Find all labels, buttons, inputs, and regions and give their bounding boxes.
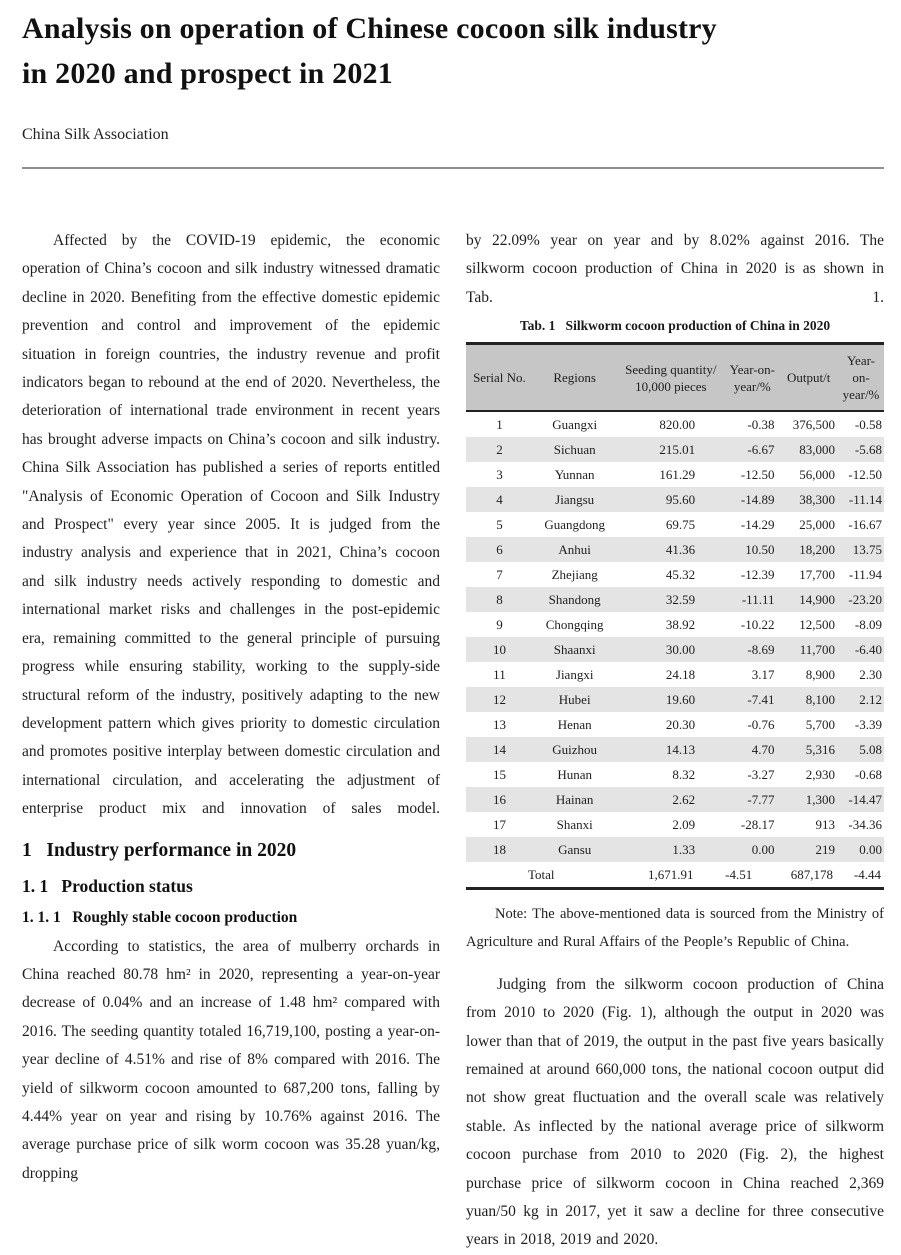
- total-yoy-seeding: -4.51: [725, 867, 753, 883]
- table-row: [466, 462, 884, 487]
- two-column-body: [22, 227, 884, 1255]
- table-cell: 14.13: [665, 742, 696, 758]
- production-paragraph: According to statistics, the area of mulberry orchards in China reached 80.78 hm² in 2020, representing a year-on-year decrease of 0.04% and an increase of 1.48 hm² compared with 2016. The seeding quantity totaled 16,719,100, posting a year-on-year decline of 4.51% and rise of 8% compared with 2016. The yield of silkworm cocoon amounted to 687,200 tons, falling by 4.44% year on year and rising by 10.76% against 2016. The average purchase price of silk worm cocoon was 35.28 yuan/kg, dropping: [22, 937, 440, 1182]
- table-row: [466, 662, 884, 687]
- table-cell: 25,000: [799, 517, 835, 533]
- table-row: [466, 562, 884, 587]
- table-cell: 11,700: [799, 642, 835, 658]
- table-cell: 18,200: [799, 542, 835, 558]
- table-cell: -8.09: [854, 617, 882, 633]
- col-header-yoy-output: Year-on-year/%: [838, 344, 884, 412]
- total-seeding: 1,671.91: [648, 867, 694, 883]
- table-cell: 17,700: [799, 567, 835, 583]
- table-cell: 20.30: [665, 717, 696, 733]
- table-cell: Jiangxi: [555, 667, 594, 683]
- table-row: [466, 712, 884, 737]
- table-cell: -11.11: [741, 592, 775, 608]
- table-cell: -12.50: [740, 467, 775, 483]
- table-row: [466, 837, 884, 862]
- table-cell: 2.09: [672, 817, 696, 833]
- table-cell: Guangdong: [544, 517, 605, 533]
- table-cell: 1: [496, 417, 503, 433]
- table-cell: 83,000: [799, 442, 835, 458]
- table-cell: -7.77: [747, 792, 775, 808]
- table-cell: Shanxi: [556, 817, 593, 833]
- table-cell: 5.08: [859, 742, 882, 758]
- table-cell: 5: [496, 517, 503, 533]
- table-cell: 2.30: [859, 667, 882, 683]
- table-cell: 8,100: [805, 692, 835, 708]
- table-cell: 8.32: [672, 767, 696, 783]
- table-cell: 4: [496, 492, 503, 508]
- production-table: [466, 342, 884, 890]
- table-cell: 2.12: [859, 692, 882, 708]
- table-cell: 161.29: [659, 467, 696, 483]
- table-cell: 12,500: [799, 617, 835, 633]
- intro-paragraph: Affected by the COVID-19 epidemic, the economic operation of China’s cocoon and silk industry witnessed dramatic decline in 2020. Benefiting from the effective domestic epidemic prevention and control and improvement of the epidemic situation in foreign countries, the industry revenue and profit indicators began to rebound at the end of 2020. Nevertheless, the deterioration of international trade environment in recent years has brought adverse impacts on China’s cocoon and silk industry. China Silk Association has published a series of reports entitled "Analysis of Economic Operation of Cocoon and Silk Industry and Prospect" every year since 2005. It is judged from the industry analysis and experience that in 2021, China’s cocoon and silk industry needs actively responding to domestic and international market risks and challenges in the post-epidemic era, remaining committed to the general principle of pursuing progress while ensuring stability, working to the supply-side structural reform of the industry, positively adapting to the new development pattern which gives priority to domestic circulation and promotes positive interplay between domestic circulation and international circulation, and accelerating the adjustment of enterprise product mix and innovation of sales model.: [22, 232, 440, 818]
- table-cell: 3.17: [751, 667, 775, 683]
- table-cell: -14.29: [740, 517, 775, 533]
- table-cell: 4.70: [751, 742, 775, 758]
- table-cell: 69.75: [665, 517, 696, 533]
- table-cell: 913: [815, 817, 835, 833]
- table-cell: 376,500: [792, 417, 835, 433]
- col-header-yoy-seeding: Year-on-year/%: [725, 344, 779, 412]
- table-cell: Shaanxi: [553, 642, 596, 658]
- table-cell: 19.60: [665, 692, 696, 708]
- table-cell: 1.33: [672, 842, 696, 858]
- table-cell: -23.20: [848, 592, 882, 608]
- table-cell: -0.76: [747, 717, 775, 733]
- table-cell: -10.22: [740, 617, 775, 633]
- section-heading-1-1-1: 1. 1. 1 Roughly stable cocoon production: [22, 908, 298, 926]
- table-cell: 6: [496, 542, 503, 558]
- table-cell: Gansu: [558, 842, 592, 858]
- table-cell: -12.39: [740, 567, 775, 583]
- table-cell: 2.62: [672, 792, 696, 808]
- table-row: [466, 762, 884, 787]
- table-row: [466, 737, 884, 762]
- table-cell: -3.39: [854, 717, 882, 733]
- table-cell: 45.32: [665, 567, 696, 583]
- section-heading-1: 1 Industry performance in 2020: [22, 839, 297, 861]
- table-cell: 215.01: [659, 442, 696, 458]
- total-output: 687,178: [790, 867, 833, 883]
- col-header-output: Output/t: [779, 344, 838, 412]
- table-cell: 11: [493, 667, 506, 683]
- table-cell: Hunan: [557, 767, 592, 783]
- table-cell: 14: [492, 742, 506, 758]
- table-cell: -14.47: [848, 792, 882, 808]
- table-cell: -0.68: [854, 767, 882, 783]
- table-cell: -12.50: [848, 467, 882, 483]
- table-header-row: [466, 344, 884, 412]
- table-row: [466, 411, 884, 437]
- table-cell: Shandong: [548, 592, 601, 608]
- table-cell: 14,900: [799, 592, 835, 608]
- table-cell: 12: [492, 692, 506, 708]
- table-cell: 10.50: [745, 542, 775, 558]
- table-row: [466, 787, 884, 812]
- table-row: [466, 487, 884, 512]
- table-cell: 8: [496, 592, 503, 608]
- table-note: Note: The above-mentioned data is sourced from the Ministry of Agriculture and Rural Affairs of the People’s Republic of China.: [466, 906, 884, 951]
- table-cell: 38,300: [799, 492, 835, 508]
- table-cell: 24.18: [665, 667, 696, 683]
- total-row: [466, 862, 884, 889]
- table-row: [466, 637, 884, 662]
- section-heading-1-1: 1. 1 Production status: [22, 875, 193, 896]
- table-cell: 9: [496, 617, 503, 633]
- table-row: [466, 812, 884, 837]
- table-cell: -8.69: [747, 642, 775, 658]
- table-cell: 10: [492, 642, 506, 658]
- table-cell: 1,300: [805, 792, 835, 808]
- header-divider: [22, 167, 884, 169]
- table-cell: Guizhou: [552, 742, 598, 758]
- trend-paragraph: Judging from the silkworm cocoon production of China from 2010 to 2020 (Fig. 1), although the output in 2020 was lower than that of 2019, the output in the past five years basically remained at around 660,000 tons, the national cocoon output did not show great fluctuation and the overall scale was relatively stable. As inflected by the national average price of silkworm cocoon purchase from 2010 to 2020 (Fig. 2), the highest purchase price of silkworm cocoon in China reached 2,369 yuan/50 kg in 2017, yet it saw a decline for three consecutive years in 2018, 2019 and 2020.: [466, 975, 884, 1249]
- table-row: [466, 437, 884, 462]
- table-cell: 2,930: [805, 767, 835, 783]
- table-cell: Jiangsu: [555, 492, 595, 508]
- table-cell: -6.67: [747, 442, 775, 458]
- table-cell: 5,316: [805, 742, 835, 758]
- table-cell: -7.41: [747, 692, 775, 708]
- table-cell: 2: [496, 442, 503, 458]
- table-cell: 30.00: [665, 642, 696, 658]
- table-cell: 32.59: [665, 592, 696, 608]
- table-cell: Zhejiang: [551, 567, 598, 583]
- table-cell: 17: [492, 817, 506, 833]
- table-cell: Anhui: [558, 542, 591, 558]
- page-title-line2: in 2020 and prospect in 2021: [22, 57, 393, 90]
- table-cell: -16.67: [848, 517, 882, 533]
- table-cell: Guangxi: [552, 417, 598, 433]
- table-cell: Hubei: [558, 692, 591, 708]
- table-cell: 95.60: [665, 492, 696, 508]
- table-cell: -6.40: [854, 642, 882, 658]
- table-cell: 3: [496, 467, 503, 483]
- table-cell: Henan: [557, 717, 592, 733]
- table-cell: Hainan: [555, 792, 594, 808]
- table-cell: -34.36: [848, 817, 882, 833]
- table-cell: 7: [496, 567, 503, 583]
- table-row: [466, 512, 884, 537]
- table-cell: 8,900: [805, 667, 835, 683]
- table-cell: 13: [492, 717, 506, 733]
- table-cell: 18: [492, 842, 506, 858]
- col-header-seeding: Seeding quantity/ 10,000 pieces: [616, 344, 725, 412]
- col-header-regions: Regions: [533, 344, 617, 412]
- table-cell: 16: [492, 792, 506, 808]
- table-cell: -14.89: [740, 492, 775, 508]
- table-cell: 5,700: [805, 717, 835, 733]
- table-row: [466, 687, 884, 712]
- table-cell: -0.38: [747, 417, 775, 433]
- table-cell: 219: [815, 842, 835, 858]
- table-cell: 56,000: [799, 467, 835, 483]
- table-cell: -11.14: [848, 492, 882, 508]
- table-cell: 13.75: [852, 542, 882, 558]
- author: China Silk Association: [22, 126, 169, 143]
- page-title: [22, 6, 884, 96]
- table-cell: 38.92: [665, 617, 696, 633]
- table-cell: Chongqing: [545, 617, 604, 633]
- table-cell: 15: [492, 767, 506, 783]
- table-cell: 0.00: [751, 842, 775, 858]
- table-row: [466, 587, 884, 612]
- total-label: Total: [527, 867, 555, 883]
- right-column: [466, 227, 884, 1255]
- table-row: [466, 537, 884, 562]
- production-paragraph-continued: by 22.09% year on year and by 8.02% against 2016. The silkworm cocoon production of China in 2020 is as shown in Tab. 1.: [466, 232, 884, 306]
- table-cell: -5.68: [854, 442, 882, 458]
- table-row: [466, 612, 884, 637]
- page-title-line1: Analysis on operation of Chinese cocoon silk industry: [22, 12, 717, 45]
- table-header: [466, 344, 884, 412]
- table-cell: -3.27: [747, 767, 775, 783]
- total-yoy-output: -4.44: [853, 867, 881, 883]
- table-cell: Yunnan: [554, 467, 595, 483]
- col-header-serial: Serial No.: [466, 344, 533, 412]
- table-cell: -28.17: [740, 817, 775, 833]
- left-column: [22, 227, 440, 1255]
- table-cell: Sichuan: [553, 442, 596, 458]
- table-body: [466, 411, 884, 862]
- table-cell: 41.36: [665, 542, 696, 558]
- table-cell: 820.00: [659, 417, 696, 433]
- table-caption: Tab. 1 Silkworm cocoon production of China in 2020: [519, 318, 831, 334]
- table-cell: 0.00: [859, 842, 882, 858]
- table-cell: -11.94: [848, 567, 882, 583]
- table-footer: [466, 862, 884, 889]
- table-cell: -0.58: [854, 417, 882, 433]
